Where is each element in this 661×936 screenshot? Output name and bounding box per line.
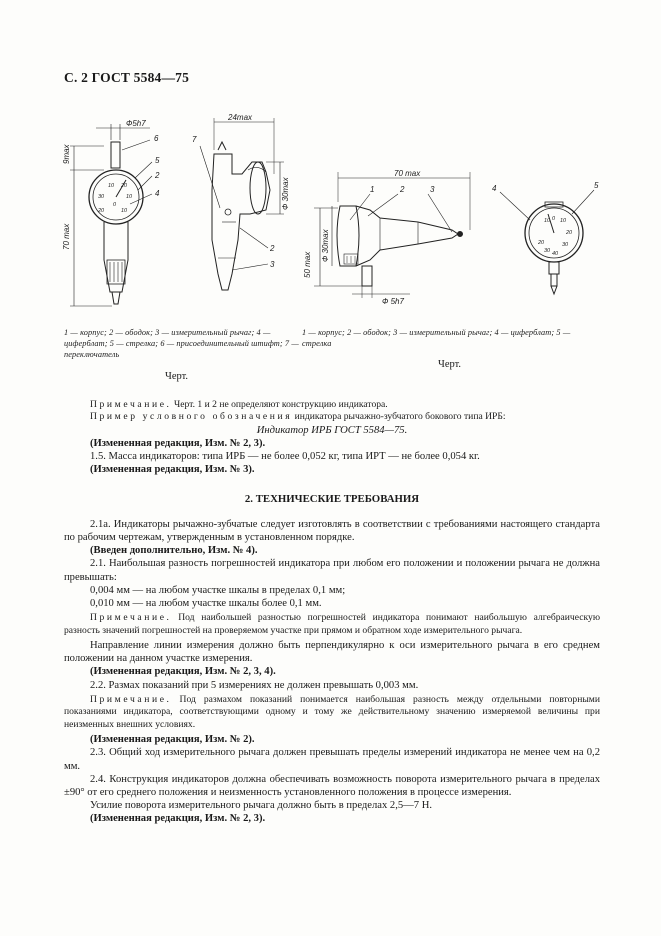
page-header: С. 2 ГОСТ 5584—75 [64,70,190,85]
clause-2-1: 2.1. Наибольшая разность погрешностей индикатора при любом его положении и положении рычага не должна превышать: [64,558,600,583]
figure1-legend: 1 — корпус; 2 — ободок; 3 — измерительный рычаг; 4 — циферблат; 5 — стрелка; 6 — присоединительный штифт; 7 — переключатель [64,328,299,359]
figure2-legend: 1 — корпус; 2 — ободок; 3 — измерительный рычаг; 4 — циферблат; 5 — стрелка [302,328,571,348]
fig1-dial-mark: 20 [98,208,105,214]
fig1-dial-mark: 0 [113,202,117,208]
fig2-width-label: 70 max [394,169,421,178]
fig2-dial-mark: 0 [552,216,556,222]
clause-2-1-item: 0,004 мм — на любом участке шкалы в пределах 0,1 мм; [90,584,346,596]
figure1-caption: Черт. [165,371,189,382]
clause-2-3: 2.3. Общий ход измерительного рычага должен превышать пределы измерений индикатора не менее чем на 0,2 мм. [64,747,600,772]
figure2-caption: Черт. [438,359,462,370]
fig1-dial-mark: 20 [121,183,128,189]
fig2-diam30-label: Ф 30max [321,229,330,262]
fig2-dial-mark: 10 [560,218,567,224]
amendment-note: (Измененная редакция, Изм. № 2). [90,734,255,746]
measurement-direction: Направление линии измерения должно быть перпендикулярно к оси измерительного рычага в его среднем положении на данном участке измерения. [64,640,600,665]
fig1-dial-mark: 10 [121,208,128,214]
clause-2-1a: 2.1а. Индикаторы рычажно-зубчатые следует изготовлять в соответствии с требованиями настоящего стандарта по рабочим чертежам, утвержденным в установленном порядке. [64,518,600,544]
fig2-dial-mark: 30 [562,242,569,248]
note-error-difference: Примечание. Под наибольшей разностью погрешностей индикатора понимают наибольшую алгебраическую разность значений погрешностей на проверяемом участке при прямом и обратном ходе измерительного рычага. [64,612,600,636]
example-designation: Пример условного обозначения индикатора рычажно-зубчатого бокового типа ИРБ: [90,411,506,423]
rotation-force: Усилие поворота измерительного рычага должно быть в пределах 2,5—7 Н. [90,800,432,812]
document-body [64,399,600,826]
fig1-dim-top: 9max [62,144,71,164]
designation-line: Индикатор ИРБ ГОСТ 5584—75. [256,424,408,436]
fig2-dial-mark: 20 [566,230,573,236]
fig2-n4: 4 [492,184,497,193]
fig2-dial-mark: 30 [544,248,551,254]
amendment-note: (Измененная редакция, Изм. № 2, 3). [90,438,266,450]
fig1-n2: 2 [155,171,160,180]
fig1-n7: 7 [192,135,197,144]
amendment-note: (Измененная редакция, Изм. № 2, 3, 4). [90,666,276,678]
section-heading: 2. ТЕХНИЧЕСКИЕ ТРЕБОВАНИЯ [244,492,420,505]
fig2-n5: 5 [594,181,599,190]
fig2-n2: 2 [400,185,405,194]
fig1-dial-mark: 10 [126,194,133,200]
amendment-note: (Введен дополнительно, Изм. № 4). [90,545,258,557]
fig2-dial-mark: 20 [538,240,545,246]
fig1-n2-side: 2 [270,244,275,253]
fig1-diam30-label: Ф 30max [281,177,290,210]
clause-1-5: 1.5. Масса индикаторов: типа ИРБ — не более 0,052 кг, типа ИРТ — не более 0,054 кг. [90,451,480,463]
fig1-n3: 3 [270,260,275,269]
fig1-dial-mark: 30 [98,194,105,200]
fig1-n6: 6 [154,134,159,143]
clause-2-4: 2.4. Конструкция индикаторов должна обеспечивать возможность поворота измерительного рычага в пределах ±90° от его среднего положения и неизменность установленного положения в процессе измерения. [64,773,600,798]
fig1-dim-height: 70 max [62,223,71,250]
fig2-n3: 3 [430,185,435,194]
note-drawings: Примечание. Черт. 1 и 2 не определяют конструкцию индикатора. [90,399,388,410]
fig2-n1: 1 [370,185,375,194]
fig1-dial-mark: 10 [108,183,115,189]
fig1-n5: 5 [155,156,160,165]
drawing1-front-view [70,124,152,306]
fig2-dial-mark: 40 [552,251,559,257]
technical-drawings [0,110,661,330]
fig2-dial-mark: 10 [544,218,551,224]
fig1-diam-label: Ф5h7 [126,119,146,128]
drawing2-side-view [314,172,470,298]
note-range: Примечание. Под размахом показаний понимается наибольшая разность между отдельными повторными показаниями индикатора, соответствующими одному и тому же действительному значению измеряемой величины при неизменных внешних условиях. [64,693,600,730]
fig1-n4: 4 [155,189,160,198]
amendment-note: (Измененная редакция, Изм. № 2, 3). [90,813,266,825]
fig2-height-label: 50 max [303,251,312,278]
fig2-diam-label: Ф 5h7 [382,297,404,306]
clause-2-1-item: 0,010 мм — на любом участке шкалы более 0,1 мм. [90,598,322,610]
drawing2-front-view [500,190,594,294]
clause-2-2: 2.2. Размах показаний при 5 измерениях не должен превышать 0,003 мм. [90,679,419,691]
amendment-note: (Измененная редакция, Изм. № 3). [90,464,255,476]
fig1-width-label: 24max [228,113,253,122]
